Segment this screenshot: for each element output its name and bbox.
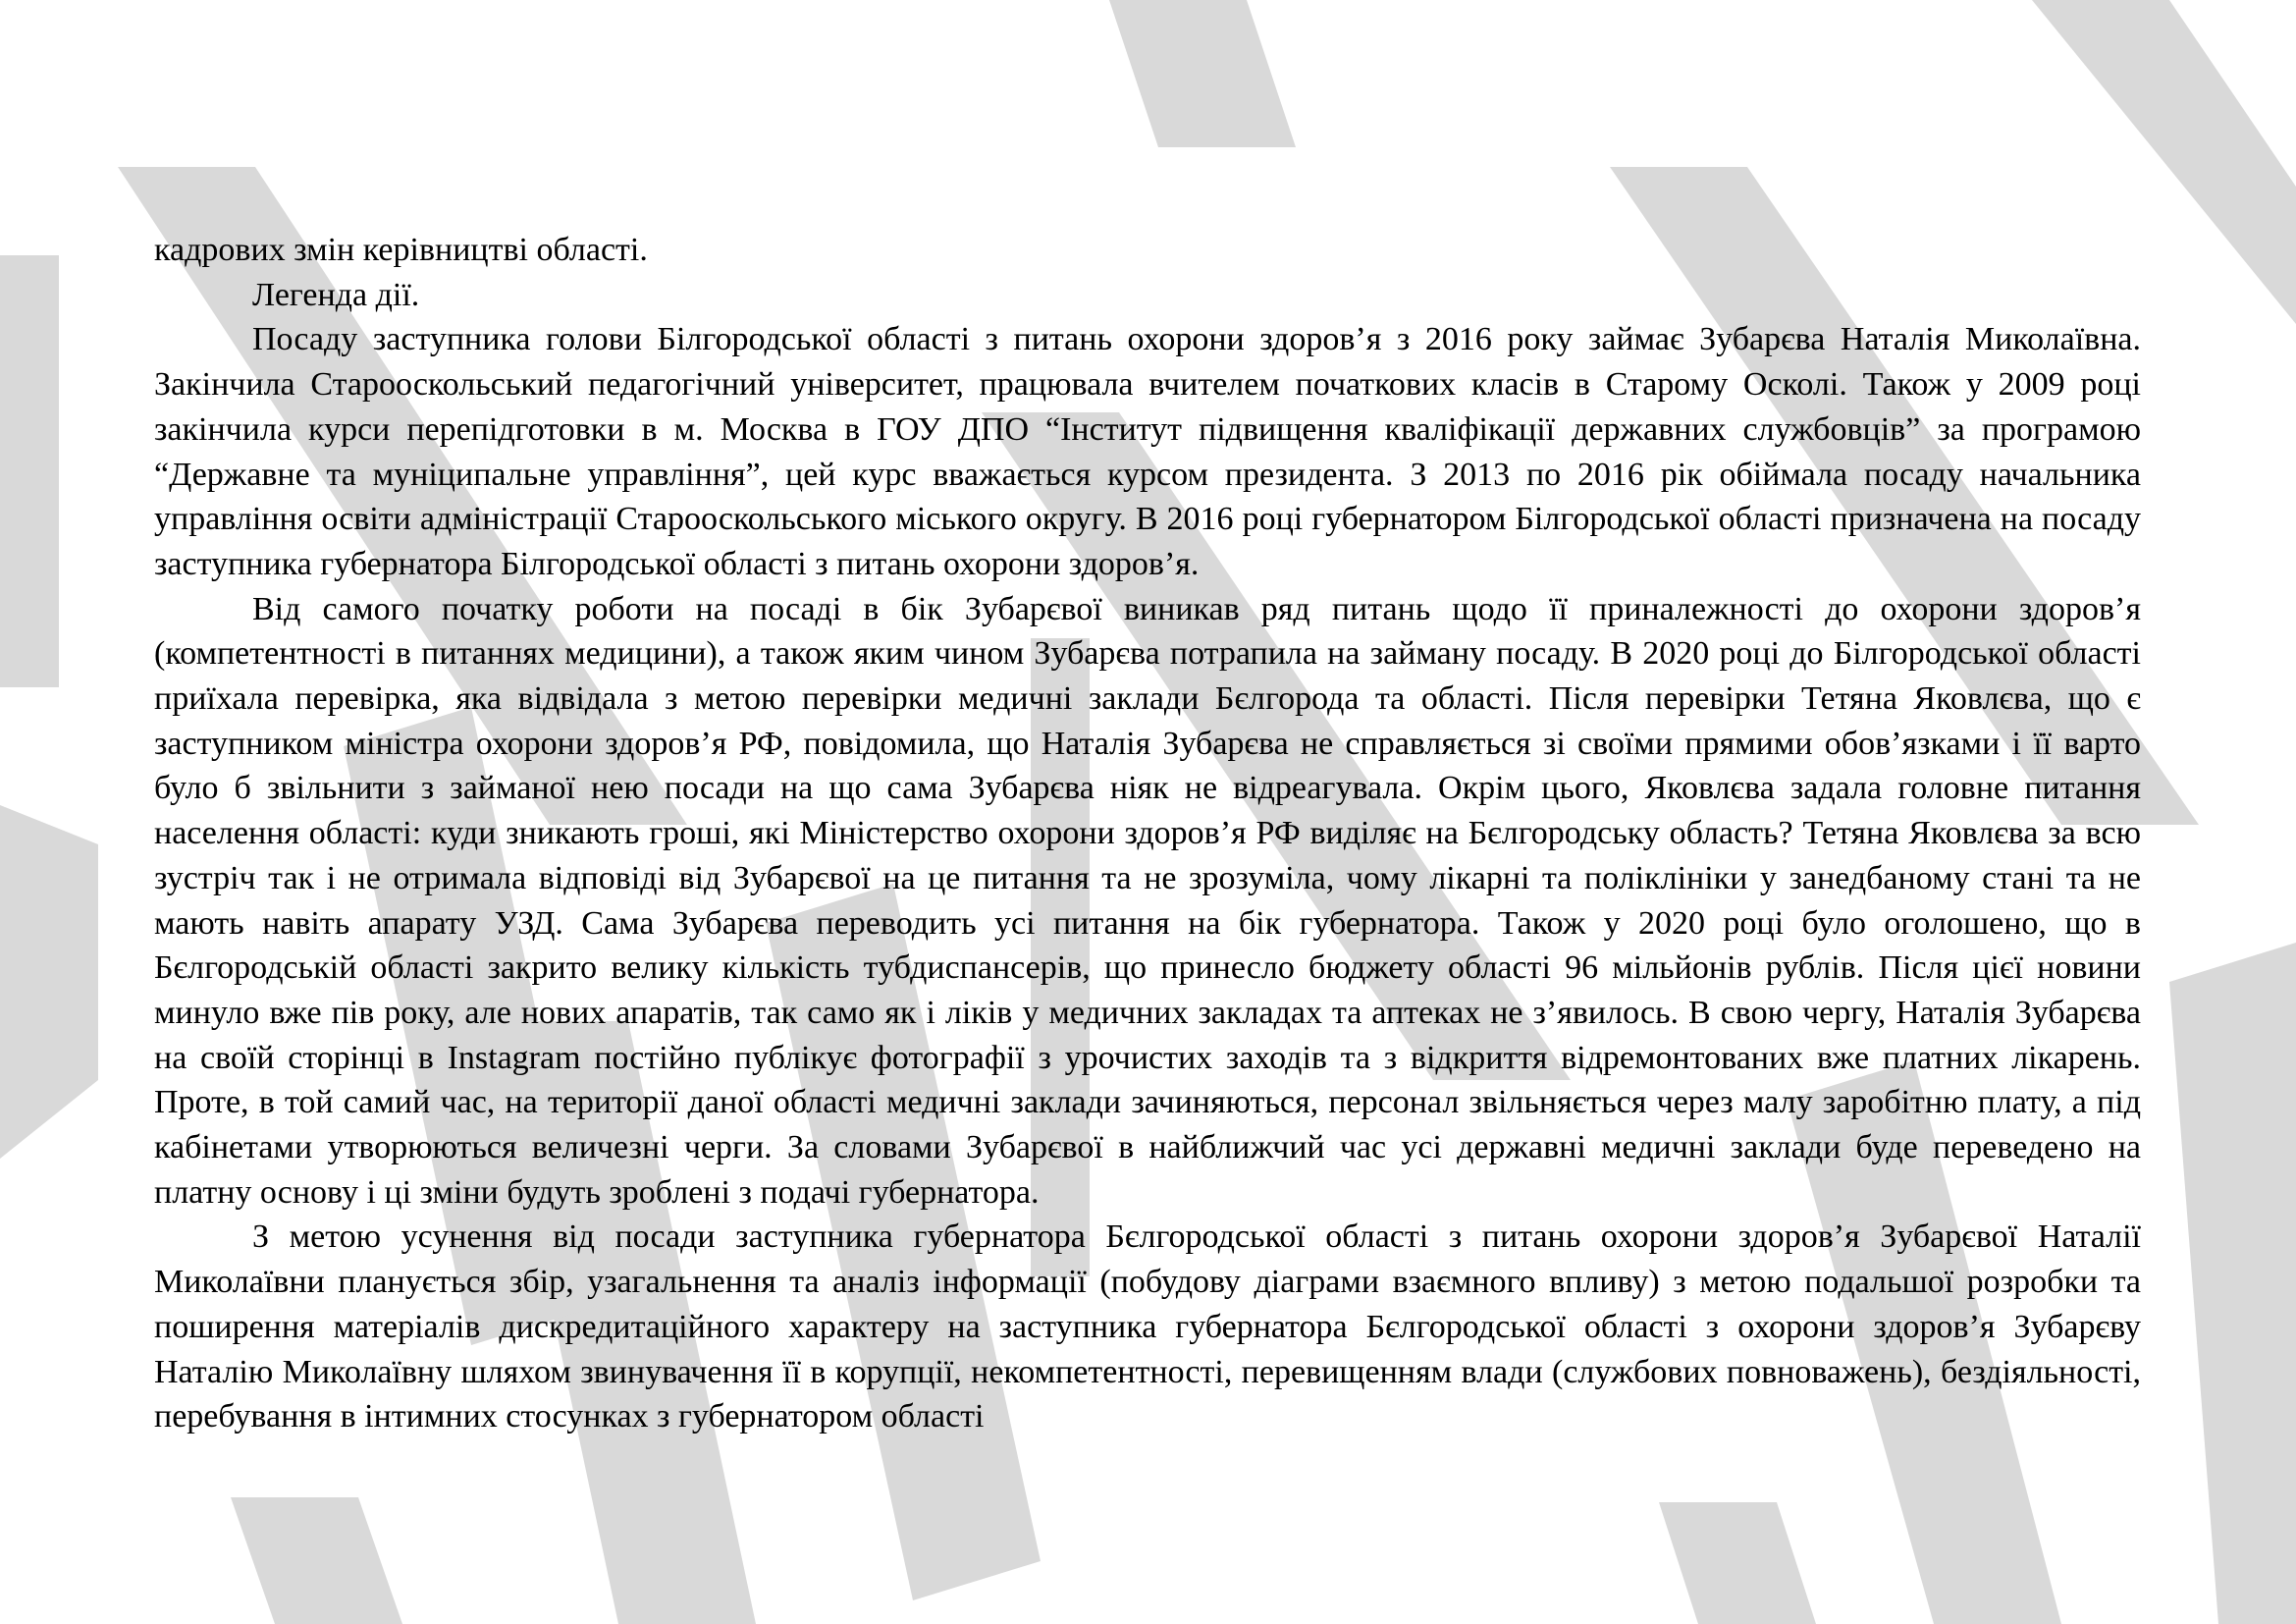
watermark-stroke (0, 805, 98, 1159)
watermark-stroke (2169, 943, 2296, 1624)
watermark-stroke (1109, 0, 1296, 147)
watermark-stroke (1659, 1502, 1816, 1624)
paragraph-biography: Посаду заступника голови Білгородської області з питань охорони здоров’я з 2016 року займає Зубарєва Наталія Миколаївна. Закінчила Старооскольський педагогічний університет, працювала вчителем початкових класів в Старому Осколі. Також у 2009 році закінчила курси перепідготовки в м. Москва в ГОУ ДПО “Інститут підвищення кваліфікації державних службовців” за програмою “Державне та муніципальне управління”, цей курс вважається курсом президента. З 2013 по 2016 рік обіймала посаду начальника управління освіти адміністрації Старооскольського міського округу. В 2016 році губернатором Білгородської області призначена на посаду заступника губернатора Білгородської області з питань охорони здоров’я. (154, 321, 2141, 582)
document-body (154, 228, 2141, 1439)
paragraph-inspection: Від самого початку роботи на посаді в бік Зубарєвої виникав ряд питань щодо її приналежності до охорони здоров’я (компетентності в питаннях медицини), а також яким чином Зубарєва потрапила на займану посаду. В 2020 році до Білгородської області приїхала перевірка, яка відвідала з метою перевірки медичні заклади Бєлгорода та області. Після перевірки Тетяна Яковлєва, що є заступником міністра охорони здоров’я РФ, повідомила, що Наталія Зубарєва не справляється зі своїми прямими обов’язками і її варто було б звільнити з займаної нею посади на що сама Зубарєва ніяк не відреагувала. Окрім цього, Яковлєва задала головне питання населення області: куди зникають гроші, які Міністерство охорони здоров’я РФ виділяє на Бєлгородську область? Тетяна Яковлєва за всю зустріч так і не отримала відповіді від Зубарєвої на це питання та не зрозуміла, чому лікарні та поліклініки у занедбаному стані та не мають навіть апарату УЗД. Сама Зубарєва переводить усі питання на бік губернатора. Також у 2020 році було оголошено, що в Бєлгородській області закрито велику кількість тубдиспансерів, що принесло бюджету області 96 мільйонів рублів. Після цієї новини минуло вже пів року, але нових апаратів, так само як і ліків у медичних закладах та аптеках не з’явилось. В свою чергу, Наталія Зубарєва на своїй сторінці в Instagram постійно публікує фотографії з урочистих заходів та з відкриття відремонтованих вже платних лікарень. Проте, в той самий час, на території даної області медичні заклади зачиняються, персонал звільняється через малу заробітню плату, а під кабінетами утворюються величезні черги. За словами Зубарєвої в найближчий час усі державні медичні заклади буде переведено на платну основу і ці зміни будуть зроблені з подачі губернатора. (154, 590, 2141, 1211)
watermark-stroke (231, 1497, 402, 1624)
paragraph-continuation: кадрових змін керівництві області. (154, 232, 648, 268)
watermark-stroke (0, 255, 59, 687)
paragraph-objective: З метою усунення від посади заступника губернатора Бєлгородської області з питань охорони здоров’я Зубарєвої Наталії Миколаївни планується збір, узагальнення та аналіз інформації (побудову діаграми взаємного впливу) з метою подальшої розробки та поширення матеріалів дискредитаційного характеру на заступника губернатора Бєлгородської області з охорони здоров’я Зубарєву Наталію Миколаївну шляхом звинувачення її в корупції, некомпетентності, перевищенням влади (службових повноважень), бездіяльності, перебування в інтимних стосунках з губернатором області (154, 1218, 2141, 1435)
paragraph-legend-heading: Легенда дії. (252, 276, 420, 313)
